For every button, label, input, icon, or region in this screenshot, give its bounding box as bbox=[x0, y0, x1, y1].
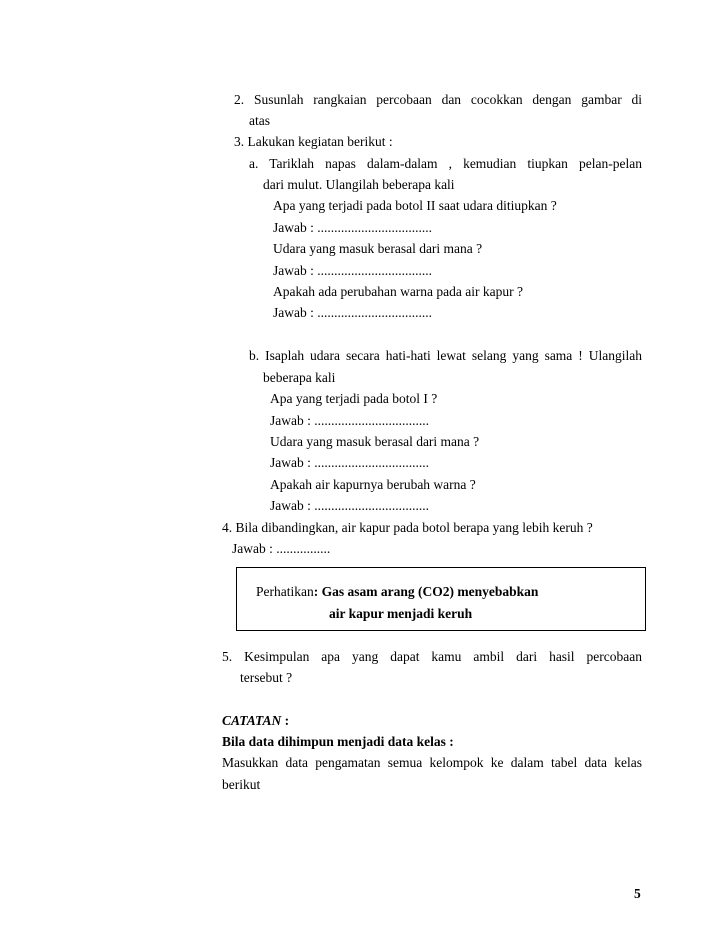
item2-line1: 2. Susunlah rangkaian percobaan dan cocokkan dengan gambar di bbox=[234, 92, 642, 107]
page-number: 5 bbox=[634, 886, 641, 901]
note-text-line2: air kapur menjadi keruh bbox=[329, 606, 473, 621]
item5-line1: 5. Kesimpulan apa yang dapat kamu ambil dari hasil percobaan bbox=[222, 649, 642, 664]
item3b-answer1: Jawab : .................................. bbox=[270, 413, 429, 428]
item3a-line2: dari mulut. Ulangilah beberapa kali bbox=[263, 177, 455, 192]
note-text-line1: : Gas asam arang (CO2) menyebabkan bbox=[313, 584, 539, 599]
item3a-question2: Udara yang masuk berasal dari mana ? bbox=[273, 241, 483, 256]
item3b-line1: b. Isaplah udara secara hati-hati lewat selang yang sama ! Ulangilah bbox=[249, 348, 642, 363]
item3a-answer2: Jawab : .................................. bbox=[273, 263, 432, 278]
item3a-question3: Apakah ada perubahan warna pada air kapur ? bbox=[273, 284, 523, 299]
catatan-line2: berikut bbox=[222, 777, 261, 792]
item3a-question1: Apa yang terjadi pada botol II saat udara ditiupkan ? bbox=[273, 198, 557, 213]
item5-line2: tersebut ? bbox=[240, 670, 293, 685]
item3a-line1: a. Tariklah napas dalam-dalam , kemudian tiupkan pelan-pelan bbox=[249, 156, 642, 171]
catatan-heading bbox=[222, 713, 289, 729]
item3b-answer3: Jawab : .................................. bbox=[270, 498, 429, 513]
catatan-colon: : bbox=[281, 713, 290, 728]
note-label: Perhatikan bbox=[256, 584, 314, 599]
item3b-question1: Apa yang terjadi pada botol I ? bbox=[270, 391, 438, 406]
catatan-title: CATATAN bbox=[222, 713, 282, 728]
catatan-subtitle: Bila data dihimpun menjadi data kelas : bbox=[222, 734, 454, 749]
item3-heading: 3. Lakukan kegiatan berikut : bbox=[234, 134, 393, 149]
catatan-line1: Masukkan data pengamatan semua kelompok ke dalam tabel data kelas bbox=[222, 755, 642, 770]
note-line1 bbox=[256, 584, 538, 600]
item4-answer: Jawab : ................ bbox=[232, 541, 331, 556]
item2-line2: atas bbox=[249, 113, 270, 128]
item3b-line2: beberapa kali bbox=[263, 370, 336, 385]
item3b-question3: Apakah air kapurnya berubah warna ? bbox=[270, 477, 476, 492]
item4-question: 4. Bila dibandingkan, air kapur pada botol berapa yang lebih keruh ? bbox=[222, 520, 593, 535]
item3a-answer3: Jawab : .................................. bbox=[273, 305, 432, 320]
item3a-answer1: Jawab : .................................. bbox=[273, 220, 432, 235]
item3b-question2: Udara yang masuk berasal dari mana ? bbox=[270, 434, 480, 449]
item3b-answer2: Jawab : .................................. bbox=[270, 455, 429, 470]
